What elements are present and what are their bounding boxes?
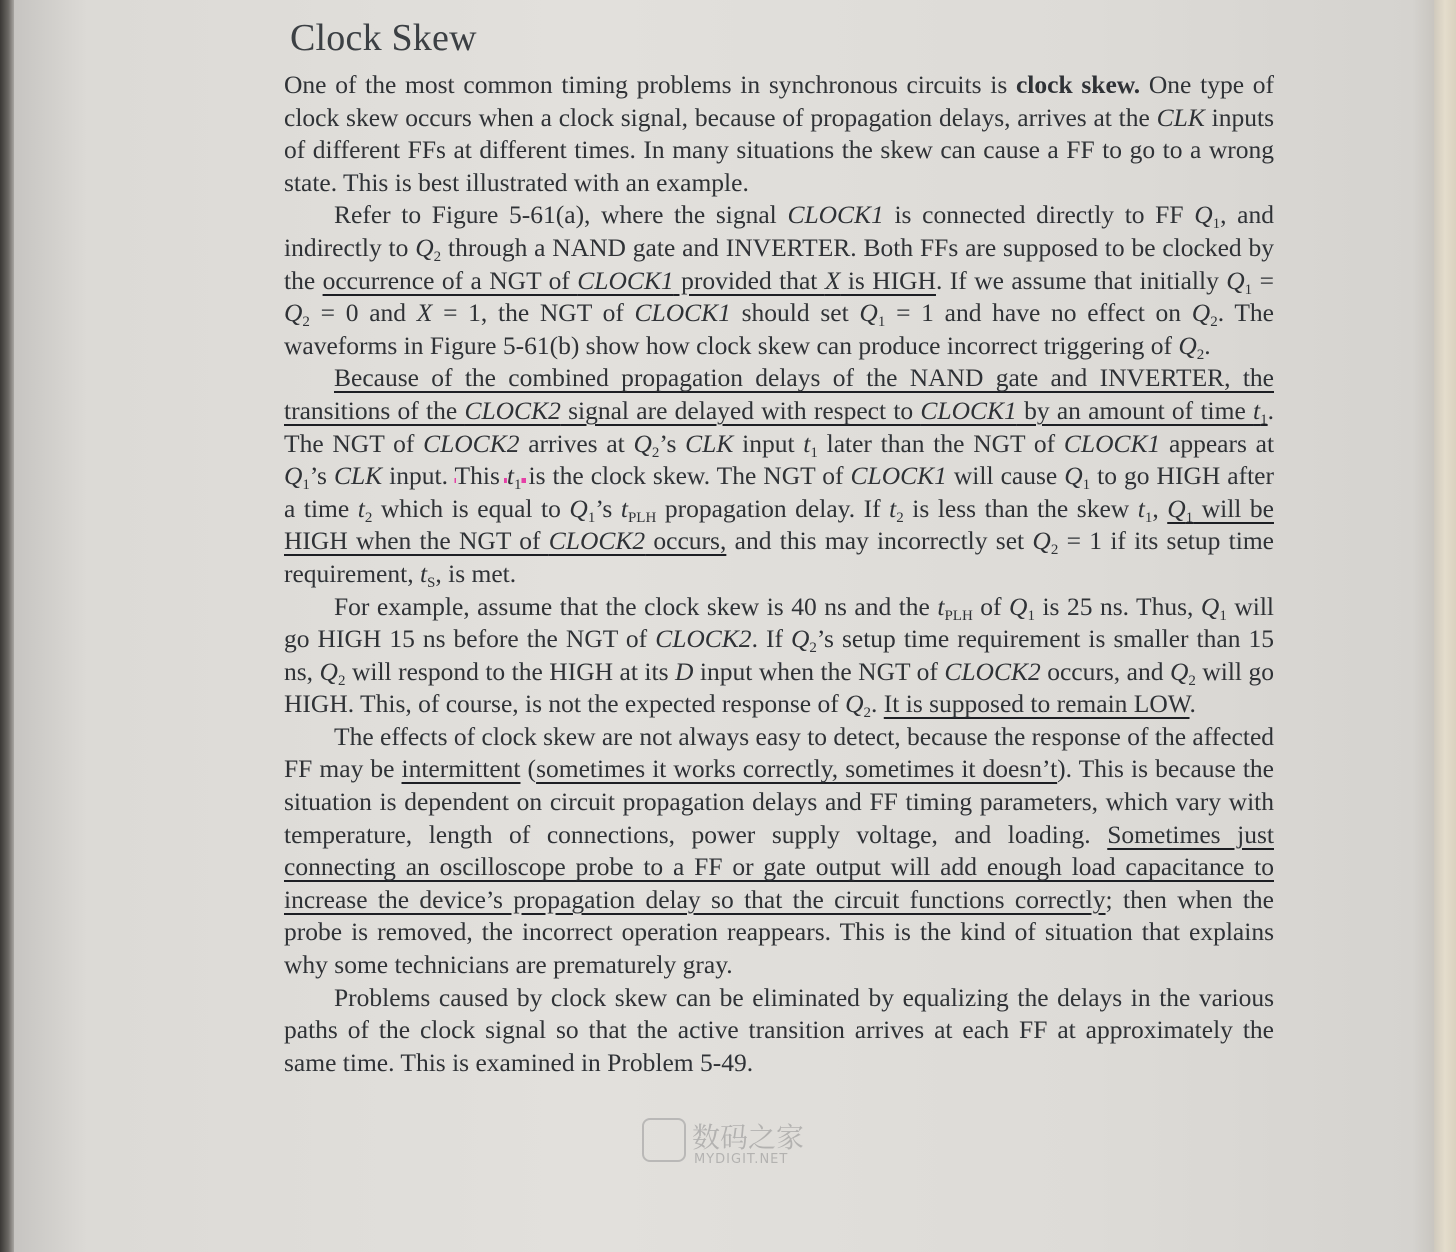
pen-underline: Sometimes just connecting an oscilloscope probe to a FF or gate output will add enough load capacitance to increase the device’s propagation delay so that the circuit functions correctly — [284, 819, 1274, 914]
body-text — [284, 69, 1274, 1079]
pink-highlight: This $t_1$ is the clock skew — [454, 461, 704, 494]
pen-underline: Because of the combined propagation delays of the NAND gate and INVERTER, the transitions of the CLOCK2 signal are delayed with respect to CLOCK1 by an amount of time $t_1$ — [284, 363, 1274, 428]
book-spine — [0, 0, 14, 1252]
pen-underline: It is supposed to remain LOW — [883, 689, 1190, 719]
paragraph-2: Refer to Figure 5-61(a), where the signal CLOCK1 is connected directly to FF $Q_1$, and indirectly to $Q_2$ through a NAND gate and INVERTER. Both FFs are supposed to be clocked by the occurrence of a NGT of CLOCK1 provided that X is HIGH. If we assume that initially $Q_1 = Q_2 = 0$ and X = 1, the NGT of CLOCK1 should set $Q_1 = 1$ and have no effect on $Q_2$. The waveforms in Figure 5-61(b) show how clock skew can produce incorrect triggering of $Q_2$. — [284, 200, 1274, 363]
pen-underline: sometimes it works correctly, sometimes it doesn’t — [536, 754, 1058, 784]
paragraph-1: One of the most common timing problems in synchronous circuits is clock skew. One type of clock skew occurs when a clock signal, because of propagation delays, arrives at the CLK inputs of different FFs at different times. In many situations the skew can cause a FF to go to a wrong state. This is best illustrated with an example. — [284, 70, 1275, 197]
section-heading: Clock Skew — [290, 17, 477, 59]
page-edge — [1434, 0, 1456, 1252]
pen-underline: occurrence of a NGT of CLOCK1 provided that X is HIGH — [322, 265, 936, 295]
paragraph-4: For example, assume that the clock skew is 40 ns and the $t_{PLH}$ of $Q_1$ is 25 ns. Thus, $Q_1$ will go HIGH 15 ns before the NGT of CLOCK2. If $Q_2’s$ setup time requirement is smaller than 15 ns, $Q_2$ will respond to the HIGH at its D input when the NGT of CLOCK2 occurs, and $Q_2$ will go HIGH. This, of course, is not the expected response of $Q_2$. It is supposed to remain LOW. — [284, 591, 1275, 722]
watermark-logo-icon — [642, 1118, 686, 1162]
pen-underline: intermittent — [401, 754, 521, 784]
paragraph-5: The effects of clock skew are not always easy to detect, because the response of the affected FF may be intermittent (sometimes it works correctly, sometimes it doesn’t). This is because the situation is dependent on circuit propagation delays and FF timing parameters, which vary with temperature, length of connections, power supply voltage, and loading. Sometimes just connecting an oscilloscope probe to a FF or gate output will add enough load capacitance to increase the device’s propagation delay so that the circuit functions correctly; then when the probe is removed, the incorrect operation reappears. This is the kind of situation that explains why some technicians are prematurely gray. — [284, 721, 1275, 980]
paragraph-6: Problems caused by clock skew can be eliminated by equalizing the delays in the various paths of the clock signal so that the active transition arrives at each FF at approximately the same time. This is examined in Problem 5-49. — [284, 982, 1274, 1077]
watermark — [640, 1114, 820, 1174]
watermark-en: MYDIGIT.NET — [694, 1152, 789, 1167]
paragraph-3: Because of the combined propagation delays of the NAND gate and INVERTER, the transitions of the CLOCK2 signal are delayed with respect to CLOCK1 by an amount of time $t_1$. The NGT of CLOCK2 arrives at $Q_2’s$ CLK input $t_1$ later than the NGT of CLOCK1 appears at $Q_1’s$ CLK input. This $t_1$ is the clock skew. The NGT of CLOCK1 will cause $Q_1$ to go HIGH after a time $t_2$ which is equal to $Q_1’s$ $t_{PLH}$ propagation delay. If $t_2$ is less than the skew $t_1$, $Q_1$ will be HIGH when the NGT of CLOCK2 occurs, and this may incorrectly set $Q_2 = 1$ if its setup time requirement, $t_S$, is met. — [284, 363, 1275, 591]
pen-underline: $Q_1$ will be HIGH when the NGT of CLOCK2 occurs, — [284, 493, 1274, 556]
watermark-cn: 数码之家 — [692, 1121, 805, 1154]
